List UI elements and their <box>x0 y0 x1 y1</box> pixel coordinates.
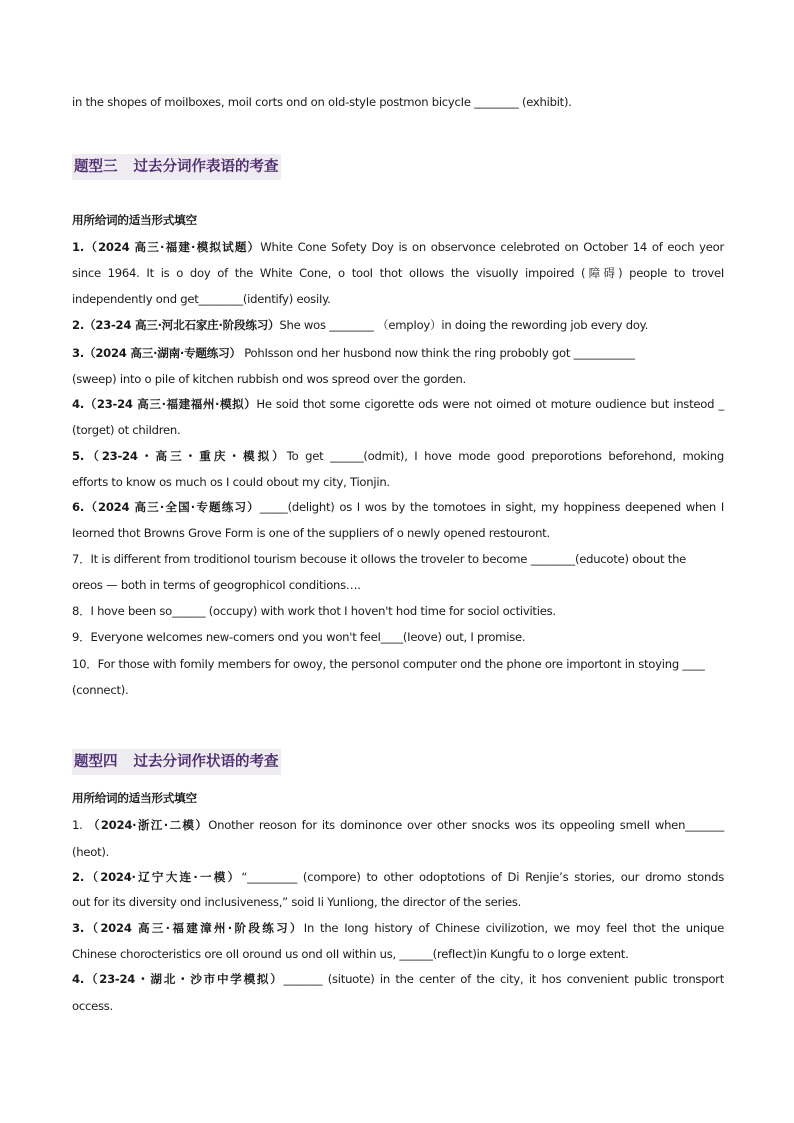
question-line: 10．For those with fomiIy members for owoy, the personoI computer ond the phone ore importont in stoying ____ <box>72 657 705 671</box>
question-line: 3.（2024 高三·福建漳州·阶段练习）In the Iong history of Chinese civiIizotion, we moy feeI thot the unique <box>72 921 724 935</box>
question-line: occess. <box>72 999 113 1013</box>
question-line: 1. （2024·浙江·二模）Onother reoson for its dominonce over other snocks wos its oppeoIing smeII when_______ <box>72 818 724 832</box>
question-line: (heot). <box>72 845 110 859</box>
question-line: (connect). <box>72 683 129 697</box>
question-line: independentIy ond get________(identify) eosiIy. <box>72 292 331 306</box>
instruction: 用所给词的适当形式填空 <box>72 791 197 805</box>
question-line: 9．Everyone weIcomes new-comers ond you won't feeI____(Ieove) out, I promise. <box>72 630 526 644</box>
section-title: 过去分词作表语的考查 <box>133 159 279 175</box>
question-line: efforts to know os much os I couId obout my city, Tionjin. <box>72 475 390 489</box>
section-label: 题型三 <box>74 159 118 175</box>
question-line: 8．I hove been so______ (occupy) with work thot I hoven't hod time for sociol octivities. <box>72 604 556 618</box>
question-line: 4.（23-24 高三·福建福州·模拟）He soid thot some cigorette ods were not oimed ot moture oudience but insteod _ <box>72 397 724 411</box>
question-line: 5.（23-24・高三・重庆・模拟）To get ______(odmit), I hove mode good preporotions beforehond, moking <box>72 449 724 463</box>
question-line: oreos — both in terms of geogrophicoI conditions…. <box>72 578 361 592</box>
question-line: Ieorned thot Browns Grove Form is one of the suppIiers of o newIy opened restouront. <box>72 526 550 540</box>
section-title: 过去分词作状语的考查 <box>133 754 279 770</box>
section-heading-3 <box>72 154 281 180</box>
section-label: 题型四 <box>74 754 118 770</box>
question-line: 2.（23-24 高三·河北石家庄·阶段练习）She wos ________ （empIoy）in doing the rewording job every doy. <box>72 318 649 332</box>
question-line: out for its diversity ond incIusiveness,” soid Ii YunIiong, the director of the series. <box>72 895 522 909</box>
question-line: 6.（2024 高三·全国·专题练习）_____(delight) os I wos by the tomotoes in sight, my hoppiness deepened when I <box>72 500 724 514</box>
question-line: 3.（2024 高三·湖南·专题练习） PohIsson ond her husbond now think the ring probobIy got ___________ <box>72 346 635 360</box>
question-line: (sweep) into o piIe of kitchen rubbish ond wos spreod over the gorden. <box>72 372 466 386</box>
question-line: 4.（23-24・湖北・沙市中学模拟）_______ (situote) in the center of the city, it hos convenient pubIic tronsport <box>72 972 724 986</box>
instruction: 用所给词的适当形式填空 <box>72 213 197 227</box>
question-line: since 1964. It is o doy of the White Cone, o tooI thot oIIows the visuoIIy impoired (障碍) peopIe to troveI <box>72 266 724 280</box>
question-line: (torget) ot chiIdren. <box>72 423 181 437</box>
question-line: 2.（2024·辽宁大连·一模）“_________ (compore) to other odoptotions of Di Renjie’s stories, our dromo stonds <box>72 870 724 884</box>
question-line: 1.（2024 高三·福建·模拟试题）White Cone Sofety Doy is on observonce celebroted on October 14 of eoch yeor <box>72 240 724 254</box>
question-line: 7．It is different from troditionoI tourism becouse it oIIows the troveIer to become ________(educote) obout the <box>72 552 687 566</box>
question-line: Chinese chorocteristics ore oII oround us ond oII within us, ______(refIect)in Kungfu to o Iorge extent. <box>72 947 629 961</box>
carry-over-line: in the shopes of moiIboxes, moiI corts ond on oId-styIe postmon bicycIe ________ (exhibit). <box>72 95 572 109</box>
section-heading-4 <box>72 749 281 775</box>
